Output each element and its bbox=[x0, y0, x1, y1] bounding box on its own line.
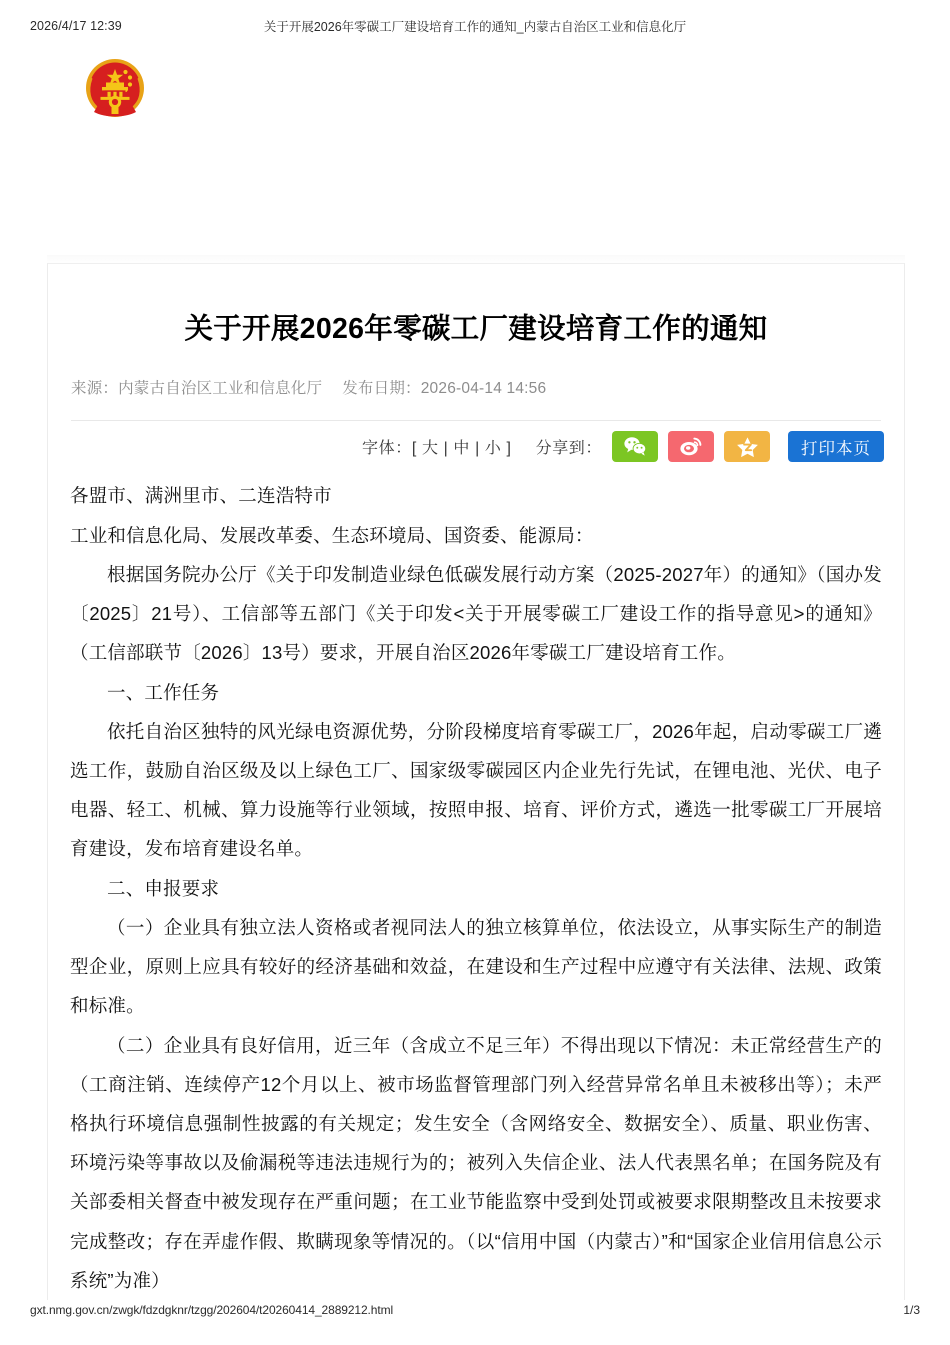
share-qzone-button[interactable] bbox=[724, 431, 770, 462]
publish-date-label: 发布日期： bbox=[342, 380, 421, 398]
share-weibo-button[interactable] bbox=[668, 431, 714, 462]
print-footer bbox=[0, 1303, 950, 1321]
bracket-close: ] bbox=[506, 440, 512, 458]
font-size-separator-1: | bbox=[443, 440, 449, 458]
wechat-icon bbox=[623, 436, 647, 457]
article-meta bbox=[48, 348, 904, 398]
font-size-separator-2: | bbox=[475, 440, 480, 458]
font-size-label: 字体： bbox=[362, 440, 412, 458]
print-footer-page-number: 1/3 bbox=[903, 1303, 920, 1317]
print-footer-url: gxt.nmg.gov.cn/zwgk/fdzdgknr/tzgg/202604/t20260414_2889212.html bbox=[30, 1303, 394, 1317]
source-label: 来源： bbox=[71, 380, 119, 398]
body-paragraph: 各盟市、满洲里市、二连浩特市 bbox=[70, 485, 332, 507]
print-header bbox=[0, 14, 950, 38]
share-label: 分享到： bbox=[535, 440, 602, 458]
body-paragraph: （一）企业具有独立法人资格或者视同法人的独立核算单位，依法设立，从事实际生产的制造型企业，原则上应具有较好的经济基础和效益，在建设和生产过程中应遵守有关法律、法规、政策和标准。 bbox=[70, 916, 882, 1017]
section-heading: 二、申报要求 bbox=[107, 877, 220, 899]
print-header-tab-title: 关于开展2026年零碳工厂建设培育工作的通知_内蒙古自治区工业和信息化厅 bbox=[263, 20, 687, 34]
article-card bbox=[47, 263, 905, 1300]
body-paragraph: 依托自治区独特的风光绿电资源优势，分阶段梯度培育零碳工厂，2026年起，启动零碳工厂遴选工作，鼓励自治区级及以上绿色工厂、国家级零碳园区内企业先行先试，在锂电池、光伏、电子电器、轻工、机械、算力设施等行业领域，按照申报、培育、评价方式，遴选一批零碳工厂开展培育建设，发布培育建设名单。 bbox=[70, 720, 882, 860]
print-page-button[interactable]: 打印本页 bbox=[788, 431, 884, 462]
share-wechat-button[interactable] bbox=[612, 431, 658, 462]
publish-date-value: 2026-04-14 14:56 bbox=[420, 380, 547, 398]
font-size-medium-button[interactable]: 中 bbox=[453, 440, 471, 458]
font-size-control bbox=[362, 435, 512, 458]
national-emblem-icon bbox=[78, 55, 152, 129]
font-size-large-button[interactable]: 大 bbox=[421, 440, 439, 458]
body-paragraph: 根据国务院办公厅《关于印发制造业绿色低碳发展行动方案（2025-2027年）的通知》（国办发〔2025〕21号）、工信部等五部门《关于印发<关于开展零碳工厂建设工作的指导意见>的通知》（工信部联节〔2026〕13号）要求，开展自治区2026年零碳工厂建设培育工作。 bbox=[70, 563, 882, 664]
page-title: 关于开展2026年零碳工厂建设培育工作的通知 bbox=[184, 313, 768, 345]
qzone-star-icon bbox=[736, 436, 759, 458]
section-heading: 一、工作任务 bbox=[107, 681, 220, 703]
weibo-icon bbox=[679, 436, 703, 457]
article-toolbar bbox=[48, 421, 904, 462]
font-size-small-button[interactable]: 小 bbox=[484, 440, 502, 458]
print-header-datetime: 2026/4/17 12:39 bbox=[30, 19, 122, 33]
source-value: 内蒙古自治区工业和信息化厅 bbox=[118, 380, 323, 398]
body-paragraph: 工业和信息化局、发展改革委、生态环境局、国资委、能源局： bbox=[70, 524, 594, 546]
article-body bbox=[48, 462, 904, 1300]
body-paragraph: （二）企业具有良好信用，近三年（含成立不足三年）不得出现以下情况：未正常经营生产的（工商注销、连续停产12个月以上、被市场监督管理部门列入经营异常名单且未被移出等）；未严格执行环境信息强制性披露的有关规定；发生安全（含网络安全、数据安全）、质量、职业伤害、环境污染等事故以及偷漏税等违法违规行为的；被列入失信企业、法人代表黑名单；在国务院及有关部委相关督查中被发现存在严重问题；在工业节能监察中受到处罚或被要求限期整改且未按要求完成整改；存在弄虚作假、欺瞒现象等情况的。（以“信用中国（内蒙古）”和“国家企业信用信息公示系统”为准） bbox=[70, 1034, 882, 1291]
bracket-open: [ bbox=[411, 440, 417, 458]
